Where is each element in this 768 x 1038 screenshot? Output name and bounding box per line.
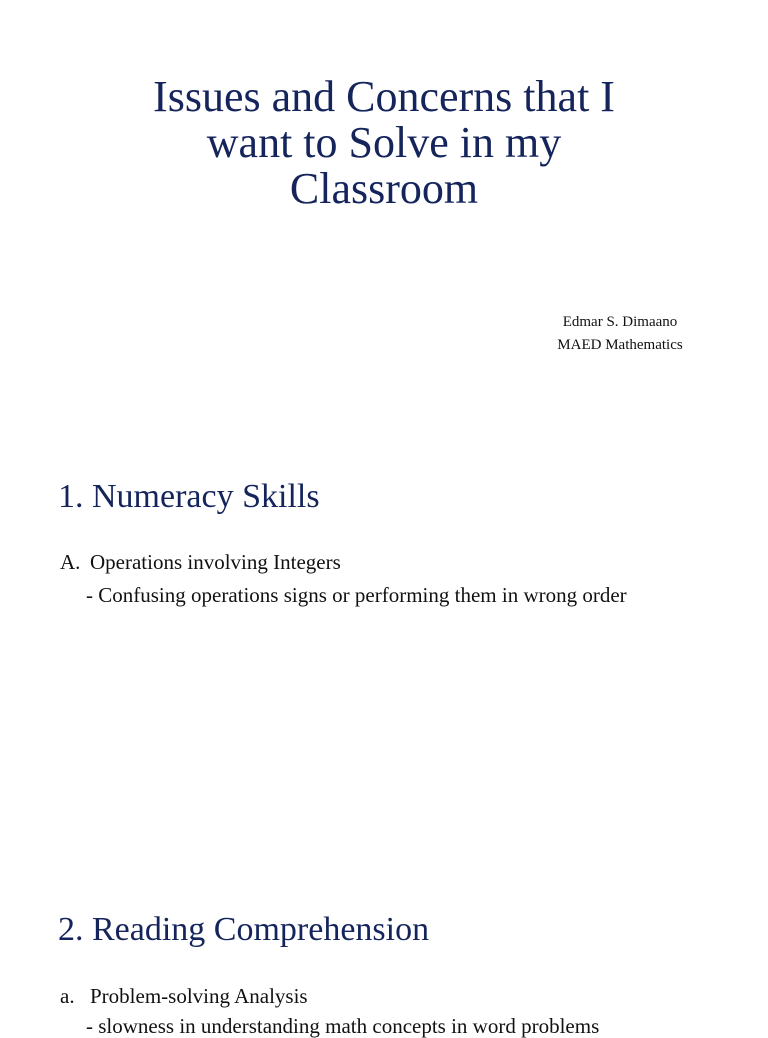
list-marker: A. [60, 550, 81, 574]
author-name: Edmar S. Dimaano [562, 314, 678, 330]
list-item-text: Operations involving Integers [90, 550, 341, 574]
list-item-operations-integers [60, 550, 341, 574]
title-line-3: Classroom [289, 164, 479, 213]
list-item-detail: - Confusing operations signs or performing them in wrong order [86, 583, 627, 607]
list-item-text: Problem-solving Analysis [90, 984, 308, 1008]
list-marker: a. [60, 984, 75, 1008]
list-item-problem-solving [60, 984, 308, 1008]
title-line-2: want to Solve in my [206, 118, 562, 167]
section-heading-numeracy: 1. Numeracy Skills [58, 478, 320, 515]
title-line-1: Issues and Concerns that I [153, 72, 615, 121]
section-heading-reading: 2. Reading Comprehension [58, 911, 430, 948]
author-program: MAED Mathematics [557, 337, 683, 353]
document-title [84, 74, 684, 212]
list-item-detail: - slowness in understanding math concepts in word problems [86, 1014, 600, 1038]
